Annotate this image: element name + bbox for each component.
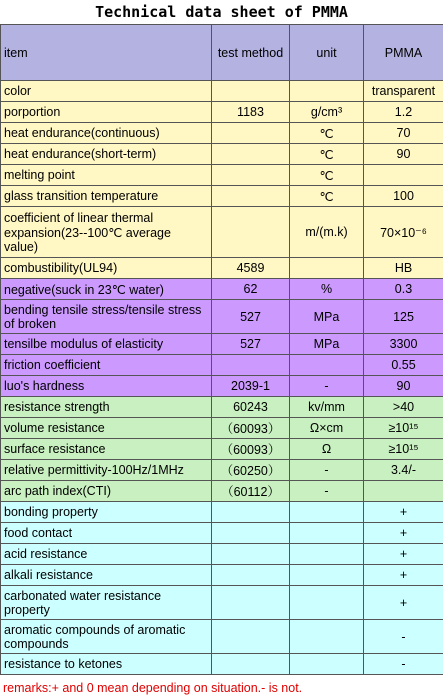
cell-test-method: （60112） — [212, 481, 290, 502]
cell-unit: - — [290, 460, 364, 481]
cell-unit: Ω — [290, 439, 364, 460]
cell-unit: ℃ — [290, 165, 364, 186]
cell-unit: ℃ — [290, 186, 364, 207]
cell-pmma: HB — [364, 258, 443, 279]
cell-test-method — [212, 165, 290, 186]
cell-pmma: 90 — [364, 376, 443, 397]
cell-test-method — [212, 544, 290, 565]
remarks: remarks:+ and 0 mean depending on situation.- is not. — [3, 681, 303, 695]
data-sheet-table — [0, 24, 443, 675]
cell-item: melting point — [1, 165, 212, 186]
cell-test-method: 527 — [212, 334, 290, 355]
cell-test-method — [212, 620, 290, 654]
table-row — [1, 481, 443, 502]
cell-item: color — [1, 81, 212, 102]
table-row — [1, 586, 443, 620]
cell-item: friction coefficient — [1, 355, 212, 376]
cell-unit — [290, 355, 364, 376]
cell-unit: % — [290, 279, 364, 300]
cell-pmma: + — [364, 502, 443, 523]
cell-unit: g/cm³ — [290, 102, 364, 123]
cell-unit — [290, 586, 364, 620]
header-row — [1, 25, 443, 81]
table-row — [1, 460, 443, 481]
cell-test-method: 527 — [212, 300, 290, 334]
cell-item: relative permittivity-100Hz/1MHz — [1, 460, 212, 481]
cell-unit: Ω×cm — [290, 418, 364, 439]
cell-test-method: （60093） — [212, 439, 290, 460]
table-row — [1, 523, 443, 544]
cell-test-method — [212, 144, 290, 165]
table-row — [1, 165, 443, 186]
cell-unit — [290, 565, 364, 586]
table-row — [1, 102, 443, 123]
cell-pmma: 70 — [364, 123, 443, 144]
cell-test-method — [212, 654, 290, 675]
cell-pmma: 70×10⁻⁶ — [364, 207, 443, 258]
cell-pmma: 1.2 — [364, 102, 443, 123]
cell-unit — [290, 620, 364, 654]
table-row — [1, 144, 443, 165]
table-row — [1, 565, 443, 586]
cell-test-method: 4589 — [212, 258, 290, 279]
cell-item: heat endurance(short-term) — [1, 144, 212, 165]
cell-unit: ℃ — [290, 123, 364, 144]
cell-pmma: transparent — [364, 81, 443, 102]
page-title: Technical data sheet of PMMA — [95, 3, 348, 21]
cell-item: glass transition temperature — [1, 186, 212, 207]
cell-item: resistance to ketones — [1, 654, 212, 675]
cell-test-method — [212, 186, 290, 207]
cell-unit: - — [290, 376, 364, 397]
cell-test-method: （60250） — [212, 460, 290, 481]
header-pmma: PMMA — [364, 25, 443, 81]
cell-pmma: + — [364, 586, 443, 620]
table-row — [1, 334, 443, 355]
cell-pmma: 3.4/- — [364, 460, 443, 481]
cell-pmma: ≥10¹⁵ — [364, 439, 443, 460]
cell-pmma — [364, 165, 443, 186]
cell-pmma: 0.55 — [364, 355, 443, 376]
cell-unit — [290, 544, 364, 565]
table-row — [1, 397, 443, 418]
table-row — [1, 544, 443, 565]
table-row — [1, 81, 443, 102]
table-row — [1, 418, 443, 439]
header-item: item — [1, 25, 212, 81]
cell-pmma: + — [364, 523, 443, 544]
cell-test-method — [212, 355, 290, 376]
cell-item: heat endurance(continuous) — [1, 123, 212, 144]
cell-pmma: - — [364, 620, 443, 654]
cell-unit: - — [290, 481, 364, 502]
cell-item: resistance strength — [1, 397, 212, 418]
cell-test-method: 1183 — [212, 102, 290, 123]
cell-pmma: 125 — [364, 300, 443, 334]
table-row — [1, 258, 443, 279]
cell-item: bending tensile stress/tensile stress of broken — [1, 300, 212, 334]
table-row — [1, 376, 443, 397]
cell-item: porportion — [1, 102, 212, 123]
cell-item: volume resistance — [1, 418, 212, 439]
cell-unit — [290, 81, 364, 102]
cell-item: acid resistance — [1, 544, 212, 565]
cell-item: bonding property — [1, 502, 212, 523]
cell-item: negative(suck in 23℃ water) — [1, 279, 212, 300]
cell-pmma: + — [364, 544, 443, 565]
cell-pmma: >40 — [364, 397, 443, 418]
cell-test-method — [212, 523, 290, 544]
cell-unit: m/(m.k) — [290, 207, 364, 258]
cell-item: luo's hardness — [1, 376, 212, 397]
cell-test-method — [212, 123, 290, 144]
cell-unit — [290, 258, 364, 279]
cell-item: arc path index(CTI) — [1, 481, 212, 502]
cell-item: tensilbe modulus of elasticity — [1, 334, 212, 355]
cell-item: surface resistance — [1, 439, 212, 460]
cell-unit: ℃ — [290, 144, 364, 165]
table-row — [1, 439, 443, 460]
cell-pmma — [364, 481, 443, 502]
table-row — [1, 355, 443, 376]
cell-unit — [290, 523, 364, 544]
cell-unit: MPa — [290, 300, 364, 334]
cell-unit: kv/mm — [290, 397, 364, 418]
cell-test-method — [212, 502, 290, 523]
cell-test-method: 60243 — [212, 397, 290, 418]
table-row — [1, 654, 443, 675]
cell-pmma: - — [364, 654, 443, 675]
cell-pmma: 90 — [364, 144, 443, 165]
cell-test-method — [212, 565, 290, 586]
cell-item: carbonated water resistance property — [1, 586, 212, 620]
header-unit: unit — [290, 25, 364, 81]
cell-item: combustibility(UL94) — [1, 258, 212, 279]
table-row — [1, 502, 443, 523]
cell-unit — [290, 654, 364, 675]
cell-test-method — [212, 81, 290, 102]
table-row — [1, 279, 443, 300]
cell-item: food contact — [1, 523, 212, 544]
cell-test-method — [212, 586, 290, 620]
table-row — [1, 300, 443, 334]
cell-unit: MPa — [290, 334, 364, 355]
header-test-method: test method — [212, 25, 290, 81]
table-row — [1, 207, 443, 258]
cell-pmma: 0.3 — [364, 279, 443, 300]
cell-pmma: 3300 — [364, 334, 443, 355]
cell-test-method: （60093） — [212, 418, 290, 439]
cell-item: coefficient of linear thermal expansion(23--100℃ average value) — [1, 207, 212, 258]
cell-pmma: ≥10¹⁵ — [364, 418, 443, 439]
cell-test-method: 62 — [212, 279, 290, 300]
cell-item: aromatic compounds of aromatic compounds — [1, 620, 212, 654]
cell-pmma: 100 — [364, 186, 443, 207]
table-row — [1, 186, 443, 207]
cell-test-method: 2039-1 — [212, 376, 290, 397]
table-row — [1, 123, 443, 144]
cell-unit — [290, 502, 364, 523]
cell-item: alkali resistance — [1, 565, 212, 586]
cell-test-method — [212, 207, 290, 258]
cell-pmma: + — [364, 565, 443, 586]
table-row — [1, 620, 443, 654]
